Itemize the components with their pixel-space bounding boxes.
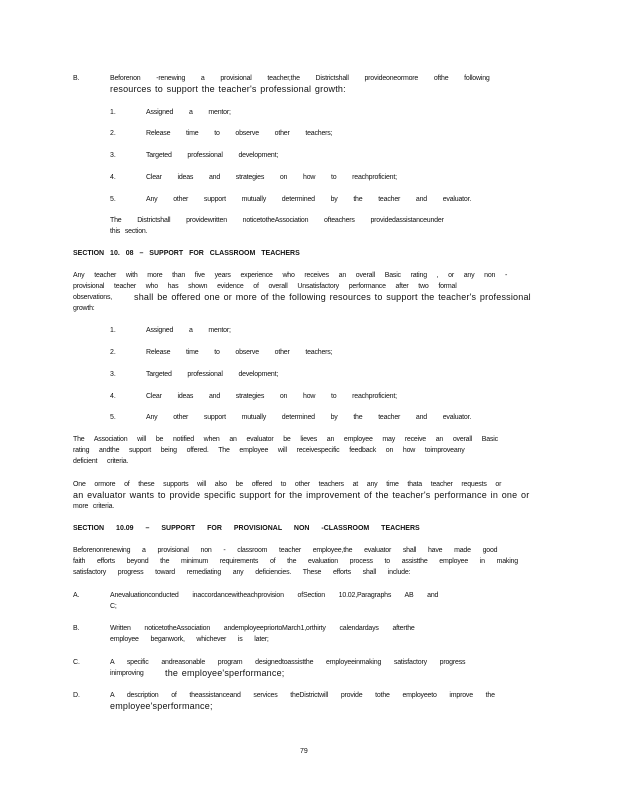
list-number: 3. (110, 152, 116, 159)
section-1009-line1: Beforenonrenewing a provisional non - classroom teacher employee,the evaluator shall have made good (73, 547, 498, 554)
list-item: Assigned a mentor; (146, 327, 231, 334)
list-number: 5. (110, 414, 116, 421)
list-number: 1. (110, 327, 116, 334)
para-b-line1: Beforenon -renewing a provisional teacher,the Districtshall provideoneormore ofthe following (110, 75, 490, 82)
list-item: Any other support mutually determined by the teacher and evaluator. (146, 196, 472, 203)
item-d-line1: A description of theassistanceand services theDistrictwill provide tothe employeeto improve the (110, 692, 495, 699)
one-or-more-line2: an evaluator wants to provide specific support for the improvement of the teacher's performance in one or (73, 490, 530, 500)
list-item: Targeted professional development; (146, 152, 279, 159)
association-line1: The Association will be notified when an evaluator be lieves an employee may receive an overall Basic (73, 436, 498, 443)
list-number: 5. (110, 196, 116, 203)
section-1008-line2: provisional teacher who has shown evidence of overall Unsatisfactory performance after two formal (73, 283, 457, 290)
para-b-line2: resources to support the teacher's professional growth: (110, 84, 346, 94)
item-b-line2: employee beganwork, whichever is later; (110, 636, 269, 643)
item-a-line1: Anevaluationconducted inaccordancewitheachprovision ofSection 10.02,Paragraphs AB and (110, 592, 439, 599)
list-item: Release time to observe other teachers; (146, 130, 333, 137)
association-line2: rating andthe support being offered. The employee will receivespecific feedback on how toimproveany (73, 447, 465, 454)
item-c-line2b: the employee'sperformance; (165, 668, 285, 678)
item-label-b2: B. (73, 625, 80, 632)
list-item: Targeted professional development; (146, 371, 279, 378)
list-number: 3. (110, 371, 116, 378)
item-label-c: C. (73, 659, 80, 666)
section-heading-1009: SECTION 10.09 – SUPPORT FOR PROVISIONAL NON -CLASSROOM TEACHERS (73, 525, 420, 532)
list-number: 2. (110, 130, 116, 137)
district-notice-line1: The Districtshall providewritten noticetotheAssociation ofteachers providedassistanceunder (110, 217, 444, 224)
page-number: 79 (300, 748, 308, 755)
one-or-more-line3: more criteria. (73, 503, 115, 510)
section-1008-line3a: observations, (73, 294, 113, 301)
list-item: Assigned a mentor; (146, 109, 231, 116)
item-b-line1: Written noticetotheAssociation andemployeepriortoMarch1,orthirty calendardays afterthe (110, 625, 415, 632)
item-d-line2: employee'sperformance; (110, 701, 213, 711)
section-1008-line4: growth: (73, 305, 95, 312)
list-number: 4. (110, 393, 116, 400)
section-1009-line3: satisfactory progress toward remediating any deficiencies. These efforts shall include: (73, 569, 411, 576)
list-item: Release time to observe other teachers; (146, 349, 333, 356)
item-c-line2a: inimproving (110, 670, 144, 677)
section-1009-line2: faith efforts beyond the minimum requirements of the evaluation process to assistthe employee in making (73, 558, 518, 565)
item-a-line2: C; (110, 603, 117, 610)
section-1008-line1: Any teacher with more than five years experience who receives an overall Basic rating , or any non - (73, 272, 508, 279)
district-notice-line2: this section. (110, 228, 148, 235)
association-line3: deficient criteria. (73, 458, 129, 465)
list-item: Any other support mutually determined by the teacher and evaluator. (146, 414, 472, 421)
list-number: 4. (110, 174, 116, 181)
list-item: Clear ideas and strategies on how to reachproficient; (146, 393, 397, 400)
section-1008-line3b: shall be offered one or more of the following resources to support the teacher's professional (134, 292, 531, 302)
one-or-more-line1: One ormore of these supports will also be offered to other teachers at any time thata teacher requests or (73, 481, 502, 488)
section-heading-1008: SECTION 10. 08 – SUPPORT FOR CLASSROOM TEACHERS (73, 250, 300, 257)
item-c-line1: A specific andreasonable program designedtoassistthe employeeinmaking satisfactory progress (110, 659, 466, 666)
item-label-b: B. (73, 75, 80, 82)
list-item: Clear ideas and strategies on how to reachproficient; (146, 174, 397, 181)
list-number: 1. (110, 109, 116, 116)
item-label-a: A. (73, 592, 80, 599)
item-label-d: D. (73, 692, 80, 699)
list-number: 2. (110, 349, 116, 356)
